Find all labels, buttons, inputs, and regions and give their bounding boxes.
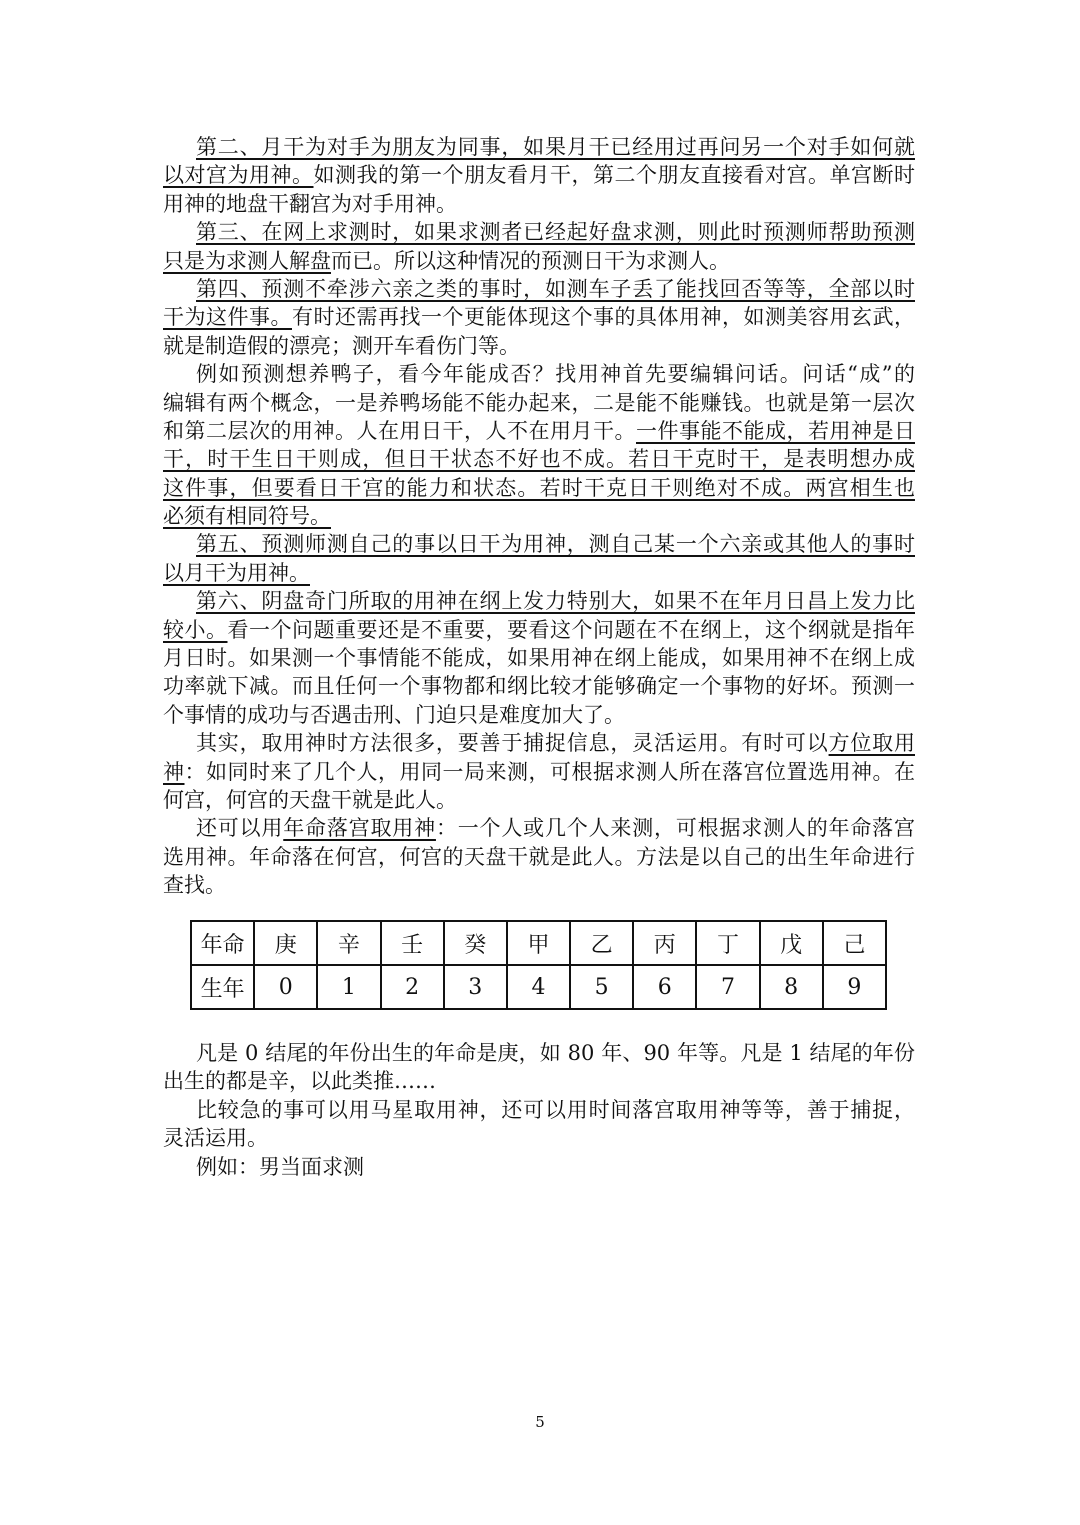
plain-text: 选用神。年命落在何宫，何宫的天盘干就是此人。方法是以自己的出生年命进行 xyxy=(163,844,915,869)
text-line xyxy=(163,275,915,303)
table-row xyxy=(191,921,886,965)
text-line xyxy=(163,474,915,502)
plain-text: 有时还需再找一个更能体现这个事的具体用神，如测美容用玄武， xyxy=(292,305,915,330)
text-line xyxy=(163,672,915,700)
text-line xyxy=(163,786,915,814)
table-cell: 7 xyxy=(696,965,759,1009)
text-line xyxy=(163,1096,915,1124)
text-line xyxy=(163,218,915,246)
text-line xyxy=(163,1067,915,1095)
plain-text: 月日时。如果测一个事情能不能成，如果用神在纲上能成，如果用神不在纲上成 xyxy=(163,646,915,671)
plain-text: 例如预测想养鸭子，看今年能成否？找用神首先要编辑问话。问话“成”的 xyxy=(196,362,915,387)
table-cell: 1 xyxy=(317,965,380,1009)
plain-text: 看一个问题重要还是不重要，要看这个问题在不在纲上，这个纲就是指年 xyxy=(227,617,915,642)
plain-text: 编辑有两个概念，一是养鸭场能不能办起来，二是能不能赚钱。也就是第一层次 xyxy=(163,390,915,415)
table-cell: 己 xyxy=(823,921,886,965)
underlined-text: 第五、预测师测自己的事以日干为用神，测自己某一个六亲或其他人的事时 xyxy=(196,532,915,557)
underlined-text: 只是为求测人解盘 xyxy=(163,248,331,273)
plain-text: 还可以用 xyxy=(196,816,284,841)
table-header-cell: 年命 xyxy=(191,921,254,965)
table-cell: 2 xyxy=(381,965,444,1009)
underlined-text: 较小。 xyxy=(163,617,228,642)
plain-text: 查找。 xyxy=(163,873,226,898)
underlined-text: 干，时干生日干则成，但日干状态不好也不成。若日干克时干，是表明想办成 xyxy=(163,447,915,472)
plain-text: 和第二层次的用神。人在用日干，人不在用月干。 xyxy=(163,418,636,443)
table-cell: 庚 xyxy=(254,921,317,965)
text-line xyxy=(163,502,915,530)
underlined-text: 干为这件事。 xyxy=(163,305,292,330)
text-line xyxy=(163,559,915,587)
table-cell: 9 xyxy=(823,965,886,1009)
text-line xyxy=(163,360,915,388)
plain-text: 灵活运用。 xyxy=(163,1126,268,1151)
underlined-text: 这件事，但要看日干宫的能力和状态。若时干克日干则绝对不成。两宫相生也 xyxy=(163,475,915,500)
plain-text: 例如：男当面求测 xyxy=(196,1154,364,1179)
table-row xyxy=(191,965,886,1009)
plain-text: 凡是 0 结尾的年份出生的年命是庚，如 80 年、90 年等。凡是 1 结尾的年份 xyxy=(196,1041,915,1065)
underlined-text: 必须有相同符号。 xyxy=(163,504,331,529)
text-line xyxy=(163,417,915,445)
text-line xyxy=(163,729,915,757)
plain-text: 如测我的第一个朋友看月干，第二个朋友直接看对宫。单宫断时 xyxy=(313,163,915,188)
table-header-cell: 生年 xyxy=(191,965,254,1009)
table-cell: 4 xyxy=(507,965,570,1009)
table-cell: 丙 xyxy=(633,921,696,965)
text-line xyxy=(163,1039,915,1067)
page-number: 5 xyxy=(535,1413,545,1431)
table-cell: 0 xyxy=(254,965,317,1009)
text-line xyxy=(163,814,915,842)
table-cell: 3 xyxy=(444,965,507,1009)
table-cell: 8 xyxy=(760,965,823,1009)
table-cell: 癸 xyxy=(444,921,507,965)
table-cell: 6 xyxy=(633,965,696,1009)
text-line xyxy=(163,161,915,189)
text-line xyxy=(163,758,915,786)
plain-text: 用神的地盘干翻宫为对手用神。 xyxy=(163,191,457,216)
text-line xyxy=(163,190,915,218)
text-line xyxy=(163,1124,915,1152)
table-cell: 丁 xyxy=(696,921,759,965)
text-line xyxy=(163,247,915,275)
text-line xyxy=(163,303,915,331)
plain-text: 何宫，何宫的天盘干就是此人。 xyxy=(163,787,457,812)
table-cell: 甲 xyxy=(507,921,570,965)
text-line xyxy=(163,843,915,871)
underlined-text: 一件事能不能成，若用神是日 xyxy=(636,418,915,443)
underlined-text: 以对宫为用神。 xyxy=(163,163,314,188)
underlined-text: 第六、阴盘奇门所取的用神在纲上发力特别大，如果不在年月日昌上发力比 xyxy=(196,589,915,614)
body-text xyxy=(163,133,915,900)
text-line xyxy=(163,1153,915,1181)
plain-text: 其实，取用神时方法很多，要善于捕捉信息，灵活运用。有时可以 xyxy=(196,731,829,756)
underlined-text: 以月干为用神。 xyxy=(163,560,310,585)
text-line xyxy=(163,616,915,644)
text-line xyxy=(163,530,915,558)
underlined-text: 第四、预测不牵涉六亲之类的事时，如测车子丢了能找回否等等，全部以时 xyxy=(196,276,915,301)
plain-text: ：如同时来了几个人，用同一局来测，可根据求测人所在落宫位置选用神。在 xyxy=(184,759,915,784)
underlined-text: 第三、在网上求测时，如果求测者已经起好盘求测，则此时预测师帮助预测 xyxy=(196,220,915,245)
underlined-text: 方位取用 xyxy=(828,731,915,756)
text-line xyxy=(163,644,915,672)
text-line xyxy=(163,389,915,417)
closing-text xyxy=(163,1039,915,1181)
plain-text: 而已。所以这种情况的预测日干为求测人。 xyxy=(331,248,730,273)
text-line xyxy=(163,445,915,473)
table-cell: 乙 xyxy=(570,921,633,965)
text-line xyxy=(163,871,915,899)
text-line xyxy=(163,701,915,729)
nianming-table xyxy=(190,920,887,1010)
text-line xyxy=(163,332,915,360)
plain-text: 功率就下减。而且任何一个事物都和纲比较才能够确定一个事物的好坏。预测一 xyxy=(163,674,915,699)
plain-text: ：一个人或几个人来测，可根据求测人的年命落宫 xyxy=(435,816,915,841)
underlined-text: 神 xyxy=(163,759,185,784)
text-line xyxy=(163,587,915,615)
plain-text: 就是制造假的漂亮；测开车看伤门等。 xyxy=(163,333,520,358)
table-cell: 辛 xyxy=(317,921,380,965)
table-cell: 戊 xyxy=(760,921,823,965)
plain-text: 出生的都是辛，以此类推…… xyxy=(163,1069,436,1094)
underlined-text: 第二、月干为对手为朋友为同事，如果月干已经用过再问另一个对手如何就 xyxy=(196,135,915,159)
underlined-text: 年命落宫取用神 xyxy=(283,816,436,841)
table-cell: 5 xyxy=(570,965,633,1009)
plain-text: 个事情的成功与否遇击刑、门迫只是难度加大了。 xyxy=(163,702,625,727)
text-line xyxy=(163,133,915,161)
plain-text: 比较急的事可以用马星取用神，还可以用时间落宫取用神等等，善于捕捉， xyxy=(196,1097,915,1122)
table-cell: 壬 xyxy=(381,921,444,965)
